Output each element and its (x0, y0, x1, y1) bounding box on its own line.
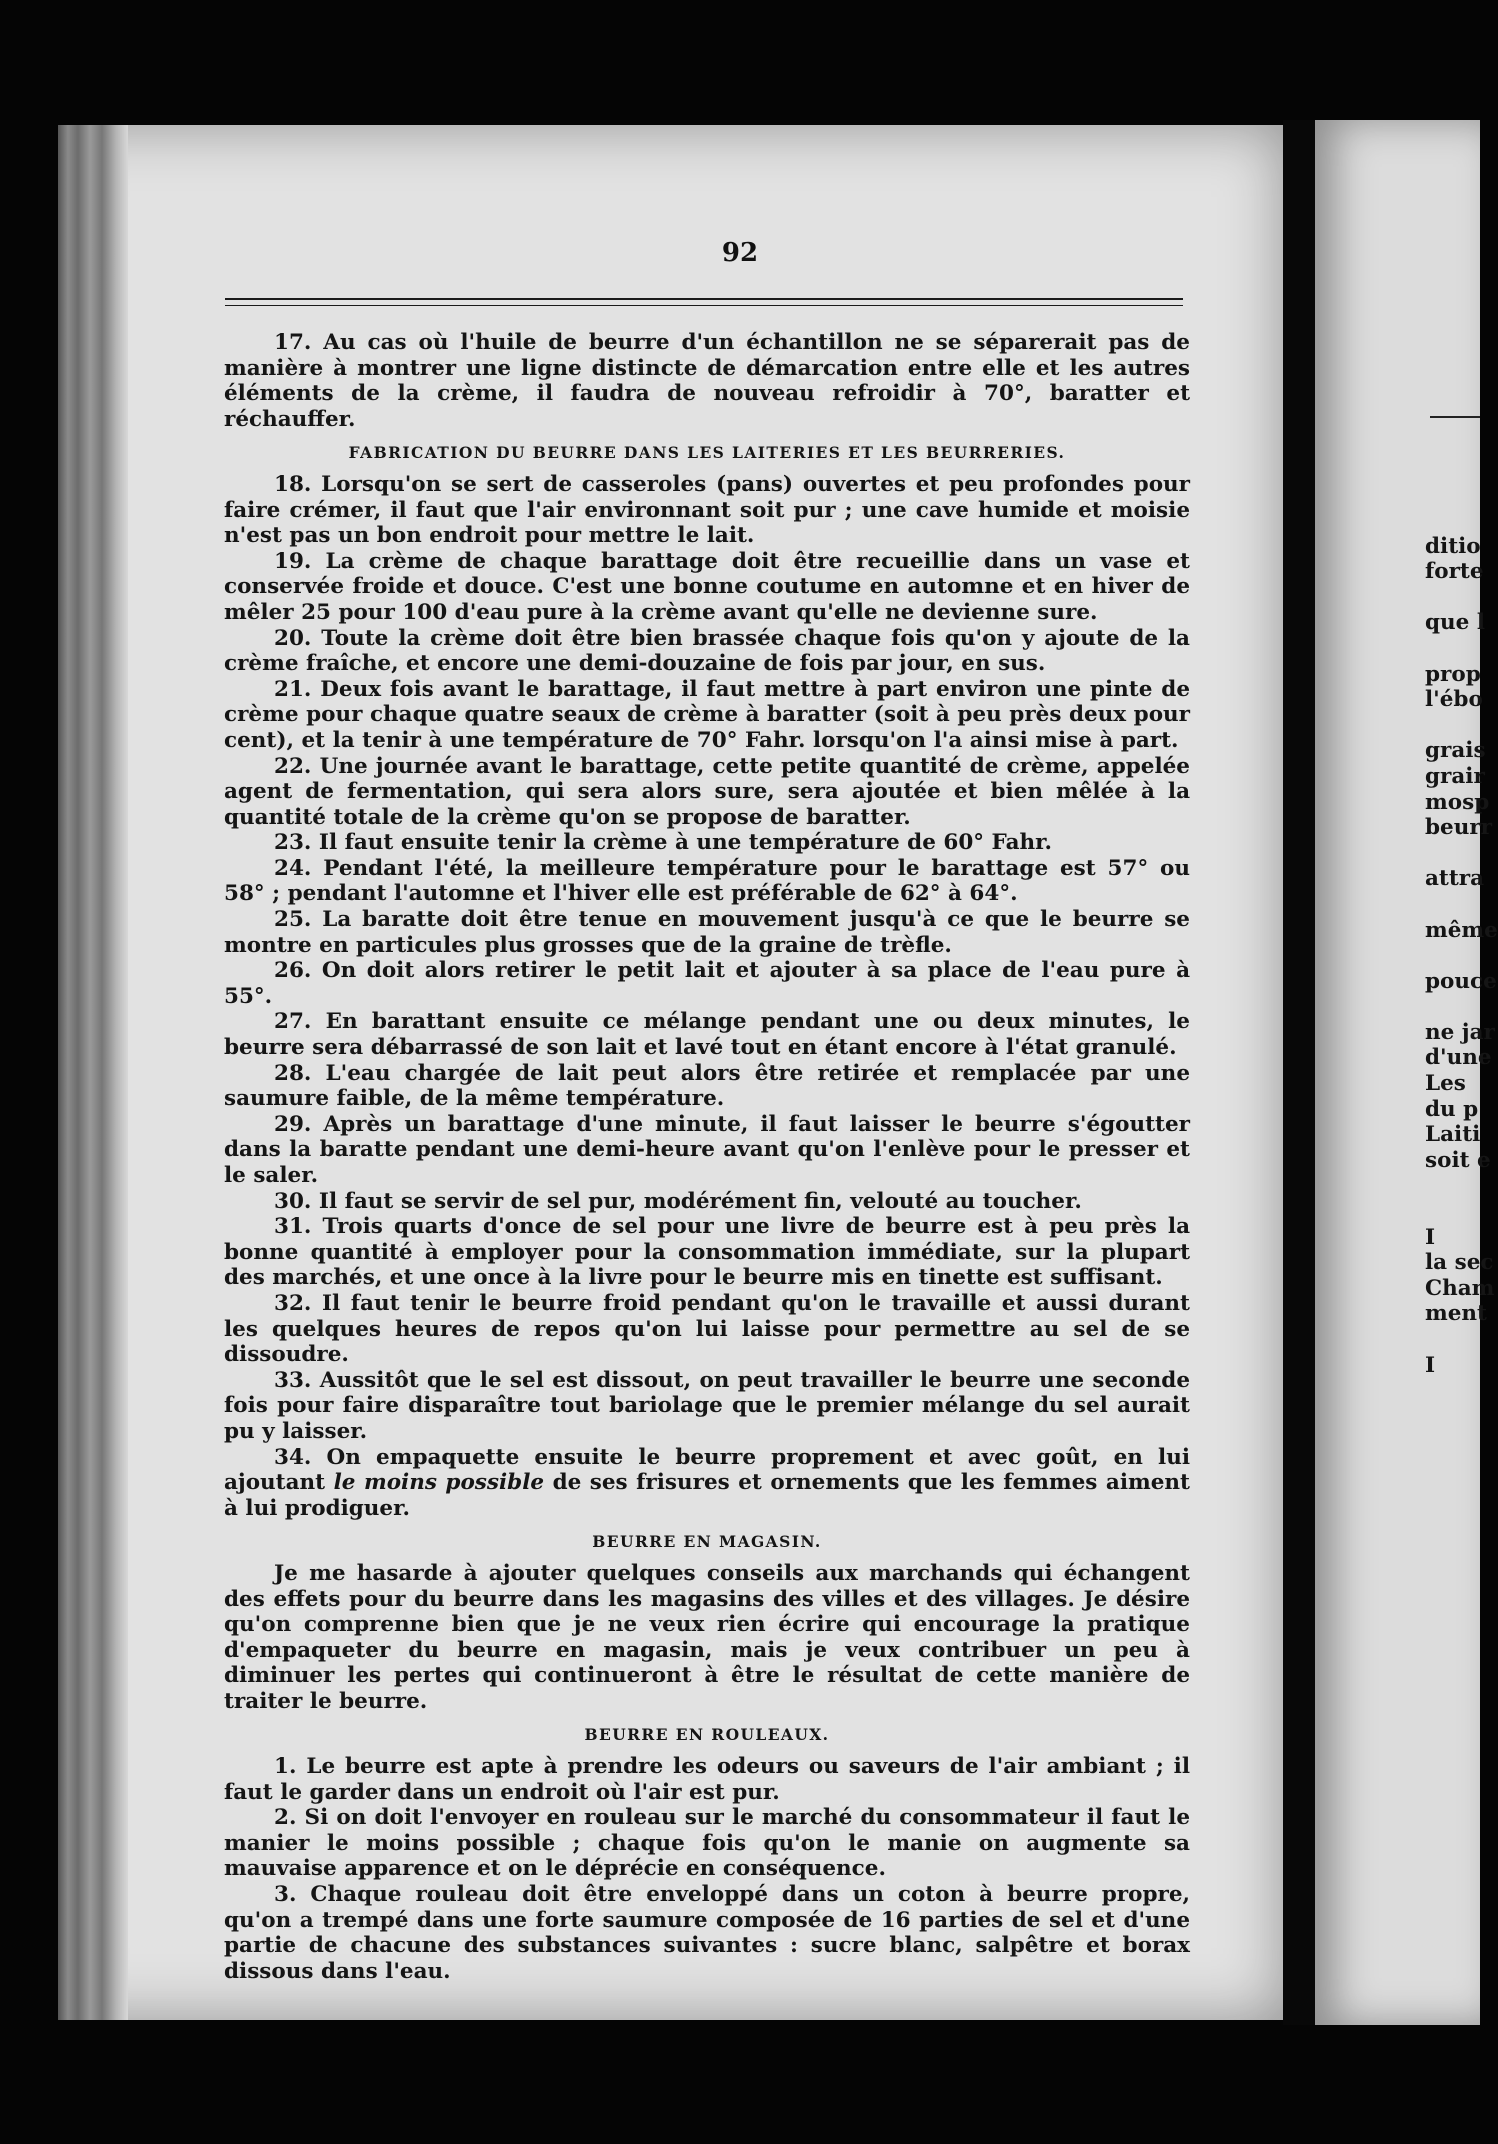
paragraph: 26. On doit alors retirer le petit lait et ajouter à sa place de l'eau pure à 55°. (224, 958, 1190, 1009)
paragraph: 29. Après un barattage d'une minute, il faut laisser le beurre s'égoutter dans la baratte pendant une demi-heure avant qu'on l'enlève pour le presser et le saler. (224, 1111, 1190, 1188)
paragraph-34 (224, 1445, 1190, 1522)
paragraph: 1. Le beurre est apte à prendre les odeurs ou saveurs de l'air ambiant ; il faut le garder dans un endroit où l'air est pur. (224, 1754, 1190, 1805)
right-page-fragment: ne jar (1425, 1019, 1495, 1045)
right-page-fragment (1425, 1327, 1485, 1353)
paragraph: Je me hasarde à ajouter quelques conseils aux marchands qui échangent des effets pour du beurre dans les magasins des villes et des villages. Je désire qu'on comprenne bien que je ne veux rien écrire qui encourage la pratique d'empaqueter du beurre en magasin, mais je veux contribuer un peu à diminuer les pertes qui continueront à être le résultat de cette manière de traiter le beurre. (224, 1560, 1190, 1714)
right-page-fragment: beurr (1425, 815, 1492, 841)
book-spine (1283, 120, 1315, 2025)
right-page-fragment: Les (1425, 1071, 1466, 1097)
right-page-text (1425, 508, 1498, 1378)
paragraph: 3. Chaque rouleau doit être enveloppé dans un coton à beurre propre, qu'on a trempé dans une forte saumure composée de 16 parties de sel et d'une partie de chacune des substances suivantes : sucre blanc, salpêtre et borax dissous dans l'eau. (224, 1882, 1190, 1984)
p34-end: de ses frisures et ornements que les femmes aiment à lui prodiguer. (224, 1470, 1190, 1521)
right-page-fragment (1425, 1199, 1485, 1225)
right-page-fragment: prop (1425, 661, 1481, 687)
right-page-fragment: I (1425, 1352, 1436, 1378)
right-page-fragment: attra (1425, 866, 1485, 892)
paragraph: 24. Pendant l'été, la meilleure température pour le barattage est 57° ou 58° ; pendant l'automne et l'hiver elle est préférable de 62° à 64°. (224, 855, 1190, 907)
header-rule-thin (225, 305, 1183, 306)
right-page-fragment: l'ébo (1425, 687, 1483, 713)
right-page-fragment (1425, 508, 1485, 534)
paragraph: 25. La baratte doit être tenue en mouvement jusqu'à ce que le beurre se montre en particules plus grosses que de la graine de trèfle. (224, 907, 1190, 958)
right-page-fragment (1425, 713, 1485, 739)
header-rule (225, 298, 1183, 300)
section-fabrication (224, 472, 1190, 1445)
paragraph: 33. Aussitôt que le sel est dissout, on peut travailler le beurre une seconde fois pour faire disparaître tout bariolage que le premier mélange du sel aurait pu y laisser. (224, 1367, 1190, 1444)
paragraph: 31. Trois quarts d'once de sel pour une livre de beurre est à peu près la bonne quantité à employer pour la consommation immédiate, sur la plupart des marchés, et une once à la livre pour le beurre mis en tinette est suffisant. (224, 1214, 1190, 1291)
paragraph: 28. L'eau chargée de lait peut alors être retirée et remplacée par une saumure faible, de la même température. (224, 1060, 1190, 1112)
paragraph: 32. Il faut tenir le beurre froid pendant qu'on le travaille et aussi durant les quelques heures de repos qu'on lui laisse pour permettre au sel de se dissoudre. (224, 1290, 1190, 1368)
right-page-fragment (1425, 841, 1485, 867)
p34-start: 34. On empaquette ensuite le beurre proprement et avec goût, en lui ajoutant (224, 1444, 1190, 1496)
right-page-fragment: Laiti (1425, 1122, 1481, 1148)
right-page-fragment: grais (1425, 738, 1486, 764)
paragraph: 20. Toute la crème doit être bien brassée chaque fois qu'on y ajoute de la crème fraîche, et encore une demi-douzaine de fois par jour, en sus. (224, 625, 1190, 677)
right-page-fragment: d'une (1425, 1045, 1492, 1071)
section-magasin (224, 1561, 1190, 1715)
page-body (224, 330, 1190, 1984)
right-page-fragment: soit e (1425, 1147, 1491, 1173)
paragraph: 17. Au cas où l'huile de beurre d'un échantillon ne se séparerait pas de manière à montrer une ligne distincte de démarcation entre elle et les autres éléments de la crème, il faudra de nouveau refroidir à 70°, baratter et réchauffer. (224, 330, 1190, 432)
paragraph: 2. Si on doit l'envoyer en rouleau sur le marché du consommateur il faut le manier le moins possible ; chaque fois qu'on le manie on augmente sa mauvaise apparence et on le déprécie en conséquence. (224, 1805, 1190, 1882)
right-page-fragment (1425, 943, 1485, 969)
right-page-fragment (1425, 636, 1485, 662)
right-page-fragment (1425, 892, 1485, 918)
p34-italic: le moins possible (333, 1470, 545, 1496)
paragraph: 30. Il faut se servir de sel pur, modérément fin, velouté au toucher. (274, 1188, 1082, 1214)
heading-rouleaux: BEURRE EN ROULEAUX. (584, 1725, 830, 1745)
right-page-fragment: pouce (1425, 968, 1497, 994)
right-page (1315, 120, 1498, 2025)
paragraph: 23. Il faut ensuite tenir la crème à une température de 60° Fahr. (274, 830, 1053, 856)
paragraph: 27. En barattant ensuite ce mélange pendant une ou deux minutes, le beurre sera débarrassé de son lait et lavé tout en étant encore à l'état granulé. (224, 1009, 1190, 1061)
right-page-fragment (1425, 585, 1485, 611)
right-page-rule (1430, 416, 1480, 418)
paragraph: 21. Deux fois avant le barattage, il faut mettre à part environ une pinte de crème pour chaque quatre seaux de crème à baratter (soit à peu près deux pour cent), et la tenir à une température de 70° Fahr. lorsqu'on l'a ainsi mise à part. (224, 676, 1190, 753)
right-page-fragment: I (1425, 1224, 1436, 1250)
right-page-fragment: la sec (1425, 1250, 1494, 1276)
heading-fabrication: FABRICATION DU BEURRE DANS LES LAITERIES ET LES BEURRERIES. (348, 443, 1066, 463)
right-page-fragment: que l (1425, 610, 1485, 636)
section-intro (224, 330, 1190, 432)
right-page-fragment: grair (1425, 763, 1485, 789)
right-page-fragment: forte (1425, 559, 1484, 585)
right-page-fragment: mosp (1425, 789, 1490, 815)
right-page-fragment (1425, 994, 1485, 1020)
heading-magasin: BEURRE EN MAGASIN. (592, 1532, 822, 1552)
page-number: 92 (721, 238, 759, 268)
right-page-fragment: ditio (1425, 533, 1481, 559)
right-page-fragment: ment (1425, 1301, 1487, 1327)
paragraph: 18. Lorsqu'on se sert de casseroles (pans) ouvertes et peu profondes pour faire crémer, il faut que l'air environnant soit pur ; une cave humide et moisie n'est pas un bon endroit pour mettre le lait. (224, 471, 1190, 549)
right-page-fragment: même (1425, 917, 1498, 943)
right-page-fragment (1425, 1173, 1485, 1199)
right-page-fragment: du p (1425, 1096, 1479, 1122)
paragraph: 22. Une journée avant le barattage, cette petite quantité de crème, appelée agent de fermentation, qui sera alors sure, sera ajoutée et bien mêlée à la quantité totale de la crème qu'on se propose de baratter. (224, 753, 1190, 830)
right-page-fragment: Cham (1425, 1275, 1495, 1301)
section-rouleaux (224, 1754, 1190, 1984)
paragraph: 19. La crème de chaque barattage doit être recueillie dans un vase et conservée froide et douce. C'est une bonne coutume en automne et en hiver de mêler 25 pour 100 d'eau pure à la crème avant qu'elle ne devienne sure. (224, 548, 1190, 625)
